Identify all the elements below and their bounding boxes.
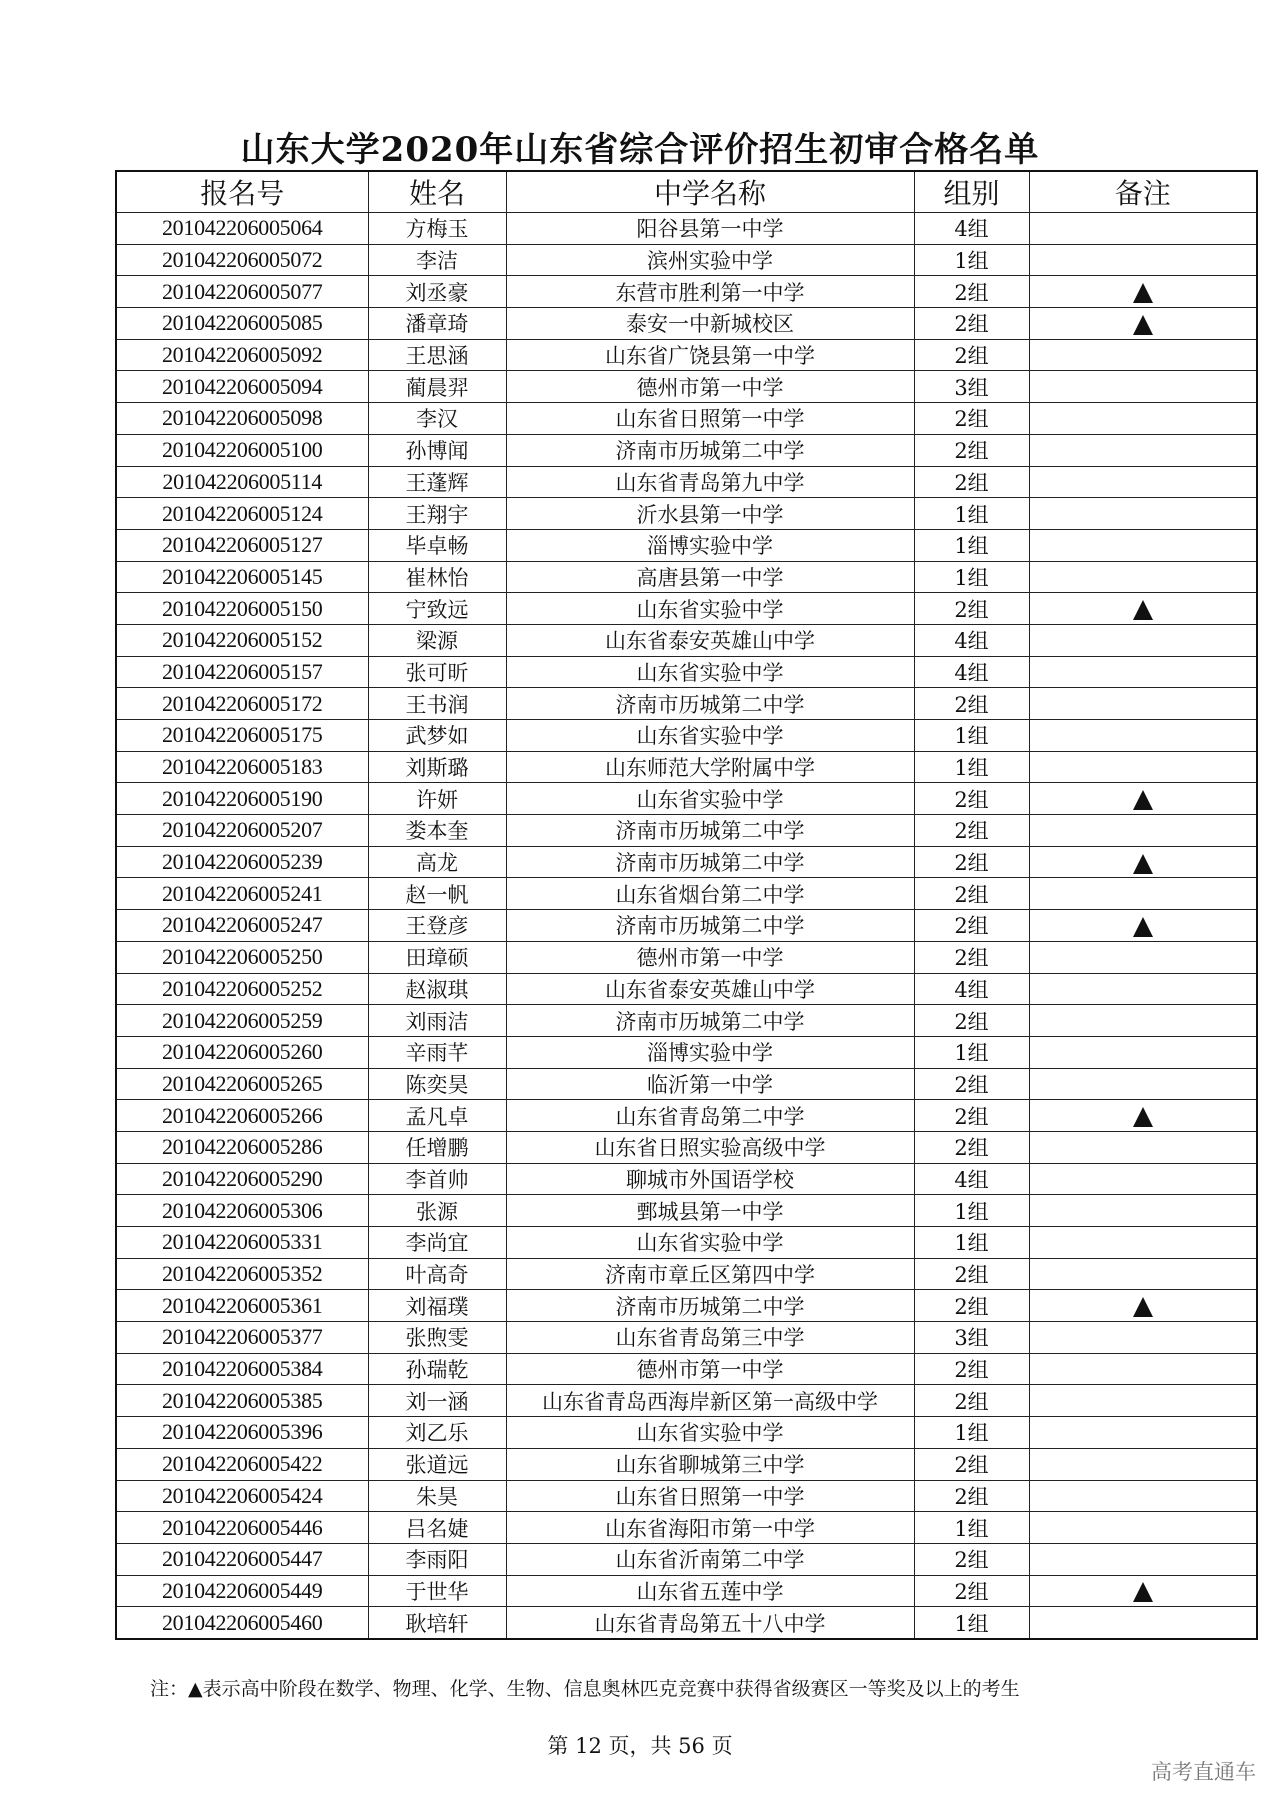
group-cell: 1组 bbox=[914, 1607, 1029, 1639]
school-cell: 鄄城县第一中学 bbox=[506, 1195, 914, 1227]
remarks-cell bbox=[1029, 941, 1257, 973]
name-cell: 耿培轩 bbox=[368, 1607, 506, 1639]
name-cell: 武梦如 bbox=[368, 720, 506, 752]
registration-number-cell: 201042206005331 bbox=[116, 1227, 368, 1259]
table-row bbox=[116, 720, 1257, 752]
name-cell: 许妍 bbox=[368, 783, 506, 815]
group-cell: 3组 bbox=[914, 371, 1029, 403]
table-row bbox=[116, 878, 1257, 910]
remarks-cell bbox=[1029, 1322, 1257, 1354]
registration-number-cell: 201042206005266 bbox=[116, 1100, 368, 1132]
table-row bbox=[116, 1353, 1257, 1385]
school-cell: 山东省海阳市第一中学 bbox=[506, 1512, 914, 1544]
remarks-cell bbox=[1029, 624, 1257, 656]
school-cell: 山东省实验中学 bbox=[506, 1417, 914, 1449]
school-cell: 德州市第一中学 bbox=[506, 371, 914, 403]
group-cell: 2组 bbox=[914, 910, 1029, 942]
remarks-cell bbox=[1029, 1512, 1257, 1544]
name-cell: 李尚宜 bbox=[368, 1227, 506, 1259]
school-cell: 德州市第一中学 bbox=[506, 941, 914, 973]
page-number: 第 12 页，共 56 页 bbox=[547, 1734, 733, 1758]
table-row bbox=[116, 656, 1257, 688]
table-row bbox=[116, 371, 1257, 403]
remarks-cell bbox=[1029, 371, 1257, 403]
school-cell: 山东省日照第一中学 bbox=[506, 403, 914, 435]
triangle-award-icon bbox=[1133, 600, 1153, 620]
table-row bbox=[116, 1131, 1257, 1163]
table-row bbox=[116, 1417, 1257, 1449]
name-cell: 刘一涵 bbox=[368, 1385, 506, 1417]
school-cell: 济南市历城第二中学 bbox=[506, 688, 914, 720]
registration-number-cell: 201042206005260 bbox=[116, 1036, 368, 1068]
triangle-award-icon bbox=[1133, 1297, 1153, 1317]
table-row bbox=[116, 1258, 1257, 1290]
name-cell: 赵一帆 bbox=[368, 878, 506, 910]
table-row bbox=[116, 783, 1257, 815]
registration-number-cell: 201042206005077 bbox=[116, 276, 368, 308]
name-cell: 任增鹏 bbox=[368, 1131, 506, 1163]
table-row bbox=[116, 910, 1257, 942]
school-cell: 山东省实验中学 bbox=[506, 656, 914, 688]
name-cell: 李首帅 bbox=[368, 1163, 506, 1195]
group-cell: 2组 bbox=[914, 1353, 1029, 1385]
name-cell: 吕名婕 bbox=[368, 1512, 506, 1544]
name-cell: 张煦雯 bbox=[368, 1322, 506, 1354]
remarks-cell bbox=[1029, 466, 1257, 498]
name-cell: 刘雨洁 bbox=[368, 1005, 506, 1037]
school-cell: 山东省烟台第二中学 bbox=[506, 878, 914, 910]
remarks-cell bbox=[1029, 846, 1257, 878]
registration-number-cell: 201042206005207 bbox=[116, 815, 368, 847]
table-row bbox=[116, 1068, 1257, 1100]
triangle-award-icon bbox=[1133, 283, 1153, 303]
remarks-cell bbox=[1029, 720, 1257, 752]
name-cell: 叶高奇 bbox=[368, 1258, 506, 1290]
registration-number-cell: 201042206005114 bbox=[116, 466, 368, 498]
school-cell: 山东省泰安英雄山中学 bbox=[506, 624, 914, 656]
header-group: 组别 bbox=[914, 171, 1029, 213]
header-name: 姓名 bbox=[368, 171, 506, 213]
remarks-cell bbox=[1029, 878, 1257, 910]
remarks-cell bbox=[1029, 1417, 1257, 1449]
school-cell: 临沂第一中学 bbox=[506, 1068, 914, 1100]
registration-number-cell: 201042206005152 bbox=[116, 624, 368, 656]
table-row bbox=[116, 1163, 1257, 1195]
triangle-award-icon bbox=[1133, 1582, 1153, 1602]
registration-number-cell: 201042206005446 bbox=[116, 1512, 368, 1544]
remarks-cell bbox=[1029, 973, 1257, 1005]
remarks-cell bbox=[1029, 1227, 1257, 1259]
table-row bbox=[116, 846, 1257, 878]
school-cell: 山东省日照实验高级中学 bbox=[506, 1131, 914, 1163]
group-cell: 2组 bbox=[914, 1068, 1029, 1100]
header-school: 中学名称 bbox=[506, 171, 914, 213]
name-cell: 宁致远 bbox=[368, 593, 506, 625]
remarks-cell bbox=[1029, 1195, 1257, 1227]
group-cell: 2组 bbox=[914, 434, 1029, 466]
registration-number-cell: 201042206005239 bbox=[116, 846, 368, 878]
remarks-cell bbox=[1029, 1543, 1257, 1575]
name-cell: 王登彦 bbox=[368, 910, 506, 942]
remarks-cell bbox=[1029, 1163, 1257, 1195]
school-cell: 沂水县第一中学 bbox=[506, 498, 914, 530]
name-cell: 刘丞豪 bbox=[368, 276, 506, 308]
remarks-cell bbox=[1029, 308, 1257, 340]
remarks-cell bbox=[1029, 244, 1257, 276]
group-cell: 2组 bbox=[914, 1131, 1029, 1163]
remarks-cell bbox=[1029, 1480, 1257, 1512]
school-cell: 东营市胜利第一中学 bbox=[506, 276, 914, 308]
table-row bbox=[116, 688, 1257, 720]
group-cell: 1组 bbox=[914, 529, 1029, 561]
school-cell: 济南市历城第二中学 bbox=[506, 910, 914, 942]
group-cell: 1组 bbox=[914, 1036, 1029, 1068]
group-cell: 1组 bbox=[914, 498, 1029, 530]
group-cell: 2组 bbox=[914, 339, 1029, 371]
group-cell: 4组 bbox=[914, 973, 1029, 1005]
table-row bbox=[116, 1448, 1257, 1480]
name-cell: 王蓬辉 bbox=[368, 466, 506, 498]
table-row bbox=[116, 1036, 1257, 1068]
registration-number-cell: 201042206005145 bbox=[116, 561, 368, 593]
group-cell: 2组 bbox=[914, 1448, 1029, 1480]
group-cell: 1组 bbox=[914, 720, 1029, 752]
remarks-cell bbox=[1029, 783, 1257, 815]
group-cell: 2组 bbox=[914, 466, 1029, 498]
school-cell: 山东省实验中学 bbox=[506, 593, 914, 625]
remarks-cell bbox=[1029, 751, 1257, 783]
group-cell: 2组 bbox=[914, 941, 1029, 973]
remarks-cell bbox=[1029, 403, 1257, 435]
registration-number-cell: 201042206005183 bbox=[116, 751, 368, 783]
group-cell: 2组 bbox=[914, 783, 1029, 815]
group-cell: 1组 bbox=[914, 751, 1029, 783]
school-cell: 山东省青岛第二中学 bbox=[506, 1100, 914, 1132]
name-cell: 娄本奎 bbox=[368, 815, 506, 847]
group-cell: 4组 bbox=[914, 1163, 1029, 1195]
group-cell: 1组 bbox=[914, 1227, 1029, 1259]
remarks-cell bbox=[1029, 498, 1257, 530]
group-cell: 2组 bbox=[914, 1258, 1029, 1290]
registration-number-cell: 201042206005396 bbox=[116, 1417, 368, 1449]
school-cell: 淄博实验中学 bbox=[506, 1036, 914, 1068]
header-remarks: 备注 bbox=[1029, 171, 1257, 213]
name-cell: 孙瑞乾 bbox=[368, 1353, 506, 1385]
name-cell: 高龙 bbox=[368, 846, 506, 878]
table-row bbox=[116, 213, 1257, 245]
remarks-cell bbox=[1029, 529, 1257, 561]
registration-number-cell: 201042206005252 bbox=[116, 973, 368, 1005]
registration-number-cell: 201042206005172 bbox=[116, 688, 368, 720]
school-cell: 山东省泰安英雄山中学 bbox=[506, 973, 914, 1005]
table-row bbox=[116, 529, 1257, 561]
name-cell: 田璋硕 bbox=[368, 941, 506, 973]
table-row bbox=[116, 1512, 1257, 1544]
school-cell: 济南市历城第二中学 bbox=[506, 846, 914, 878]
registration-number-cell: 201042206005250 bbox=[116, 941, 368, 973]
group-cell: 2组 bbox=[914, 688, 1029, 720]
table-row bbox=[116, 498, 1257, 530]
school-cell: 淄博实验中学 bbox=[506, 529, 914, 561]
remarks-cell bbox=[1029, 1131, 1257, 1163]
name-cell: 孙博闻 bbox=[368, 434, 506, 466]
table-row bbox=[116, 1290, 1257, 1322]
group-cell: 2组 bbox=[914, 1005, 1029, 1037]
candidate-table bbox=[115, 170, 1258, 1640]
school-cell: 滨州实验中学 bbox=[506, 244, 914, 276]
table-row bbox=[116, 1385, 1257, 1417]
name-cell: 潘章琦 bbox=[368, 308, 506, 340]
remarks-cell bbox=[1029, 1036, 1257, 1068]
registration-number-cell: 201042206005085 bbox=[116, 308, 368, 340]
table-row bbox=[116, 1322, 1257, 1354]
remarks-cell bbox=[1029, 910, 1257, 942]
group-cell: 1组 bbox=[914, 561, 1029, 593]
school-cell: 山东省青岛第三中学 bbox=[506, 1322, 914, 1354]
table-row bbox=[116, 276, 1257, 308]
registration-number-cell: 201042206005460 bbox=[116, 1607, 368, 1639]
group-cell: 2组 bbox=[914, 846, 1029, 878]
registration-number-cell: 201042206005447 bbox=[116, 1543, 368, 1575]
table-row bbox=[116, 1195, 1257, 1227]
table-row bbox=[116, 593, 1257, 625]
registration-number-cell: 201042206005361 bbox=[116, 1290, 368, 1322]
school-cell: 高唐县第一中学 bbox=[506, 561, 914, 593]
group-cell: 1组 bbox=[914, 244, 1029, 276]
school-cell: 济南市章丘区第四中学 bbox=[506, 1258, 914, 1290]
group-cell: 1组 bbox=[914, 1195, 1029, 1227]
group-cell: 2组 bbox=[914, 593, 1029, 625]
registration-number-cell: 201042206005098 bbox=[116, 403, 368, 435]
remarks-cell bbox=[1029, 434, 1257, 466]
triangle-award-icon bbox=[1133, 854, 1153, 874]
school-cell: 德州市第一中学 bbox=[506, 1353, 914, 1385]
triangle-award-icon bbox=[1133, 1107, 1153, 1127]
name-cell: 刘福璞 bbox=[368, 1290, 506, 1322]
registration-number-cell: 201042206005094 bbox=[116, 371, 368, 403]
group-cell: 4组 bbox=[914, 656, 1029, 688]
table-row bbox=[116, 1607, 1257, 1639]
name-cell: 崔林怡 bbox=[368, 561, 506, 593]
remarks-cell bbox=[1029, 339, 1257, 371]
name-cell: 李汉 bbox=[368, 403, 506, 435]
school-cell: 阳谷县第一中学 bbox=[506, 213, 914, 245]
name-cell: 方梅玉 bbox=[368, 213, 506, 245]
registration-number-cell: 201042206005424 bbox=[116, 1480, 368, 1512]
registration-number-cell: 201042206005352 bbox=[116, 1258, 368, 1290]
registration-number-cell: 201042206005290 bbox=[116, 1163, 368, 1195]
remarks-cell bbox=[1029, 815, 1257, 847]
group-cell: 4组 bbox=[914, 624, 1029, 656]
registration-number-cell: 201042206005175 bbox=[116, 720, 368, 752]
name-cell: 蔺晨羿 bbox=[368, 371, 506, 403]
name-cell: 于世华 bbox=[368, 1575, 506, 1607]
remarks-cell bbox=[1029, 1607, 1257, 1639]
group-cell: 2组 bbox=[914, 1290, 1029, 1322]
group-cell: 2组 bbox=[914, 1575, 1029, 1607]
registration-number-cell: 201042206005064 bbox=[116, 213, 368, 245]
name-cell: 刘斯璐 bbox=[368, 751, 506, 783]
name-cell: 毕卓畅 bbox=[368, 529, 506, 561]
group-cell: 4组 bbox=[914, 213, 1029, 245]
remarks-cell bbox=[1029, 1258, 1257, 1290]
name-cell: 李洁 bbox=[368, 244, 506, 276]
registration-number-cell: 201042206005306 bbox=[116, 1195, 368, 1227]
group-cell: 1组 bbox=[914, 1417, 1029, 1449]
name-cell: 陈奕昊 bbox=[368, 1068, 506, 1100]
remarks-cell bbox=[1029, 1448, 1257, 1480]
table-row bbox=[116, 973, 1257, 1005]
remarks-cell bbox=[1029, 561, 1257, 593]
document-title: 山东大学2020年山东省综合评价招生初审合格名单 bbox=[240, 130, 1040, 170]
group-cell: 2组 bbox=[914, 403, 1029, 435]
school-cell: 泰安一中新城校区 bbox=[506, 308, 914, 340]
remarks-cell bbox=[1029, 593, 1257, 625]
footnote: 注：▲表示高中阶段在数学、物理、化学、生物、信息奥林匹克竞赛中获得省级赛区一等奖及以上的考生 bbox=[150, 1678, 1020, 1700]
school-cell: 山东省实验中学 bbox=[506, 720, 914, 752]
table-header-row bbox=[116, 171, 1257, 213]
school-cell: 山东省实验中学 bbox=[506, 783, 914, 815]
name-cell: 梁源 bbox=[368, 624, 506, 656]
school-cell: 济南市历城第二中学 bbox=[506, 434, 914, 466]
school-cell: 山东省青岛第五十八中学 bbox=[506, 1607, 914, 1639]
group-cell: 2组 bbox=[914, 1385, 1029, 1417]
registration-number-cell: 201042206005384 bbox=[116, 1353, 368, 1385]
triangle-award-icon bbox=[1133, 917, 1153, 937]
name-cell: 王书润 bbox=[368, 688, 506, 720]
school-cell: 济南市历城第二中学 bbox=[506, 815, 914, 847]
table-row bbox=[116, 1480, 1257, 1512]
registration-number-cell: 201042206005100 bbox=[116, 434, 368, 466]
remarks-cell bbox=[1029, 656, 1257, 688]
name-cell: 张可昕 bbox=[368, 656, 506, 688]
school-cell: 山东省青岛西海岸新区第一高级中学 bbox=[506, 1385, 914, 1417]
remarks-cell bbox=[1029, 1385, 1257, 1417]
table-row bbox=[116, 339, 1257, 371]
group-cell: 2组 bbox=[914, 1543, 1029, 1575]
registration-number-cell: 201042206005190 bbox=[116, 783, 368, 815]
registration-number-cell: 201042206005286 bbox=[116, 1131, 368, 1163]
school-cell: 济南市历城第二中学 bbox=[506, 1005, 914, 1037]
registration-number-cell: 201042206005157 bbox=[116, 656, 368, 688]
name-cell: 孟凡卓 bbox=[368, 1100, 506, 1132]
table-row bbox=[116, 1005, 1257, 1037]
school-cell: 山东省青岛第九中学 bbox=[506, 466, 914, 498]
table-row bbox=[116, 1543, 1257, 1575]
registration-number-cell: 201042206005150 bbox=[116, 593, 368, 625]
remarks-cell bbox=[1029, 1290, 1257, 1322]
school-cell: 山东省广饶县第一中学 bbox=[506, 339, 914, 371]
school-cell: 山东省沂南第二中学 bbox=[506, 1543, 914, 1575]
school-cell: 山东省五莲中学 bbox=[506, 1575, 914, 1607]
school-cell: 济南市历城第二中学 bbox=[506, 1290, 914, 1322]
remarks-cell bbox=[1029, 688, 1257, 720]
table-row bbox=[116, 1575, 1257, 1607]
table-row bbox=[116, 624, 1257, 656]
registration-number-cell: 201042206005265 bbox=[116, 1068, 368, 1100]
remarks-cell bbox=[1029, 276, 1257, 308]
table-row bbox=[116, 434, 1257, 466]
remarks-cell bbox=[1029, 1353, 1257, 1385]
school-cell: 聊城市外国语学校 bbox=[506, 1163, 914, 1195]
group-cell: 2组 bbox=[914, 815, 1029, 847]
remarks-cell bbox=[1029, 213, 1257, 245]
group-cell: 2组 bbox=[914, 1100, 1029, 1132]
registration-number-cell: 201042206005247 bbox=[116, 910, 368, 942]
registration-number-cell: 201042206005449 bbox=[116, 1575, 368, 1607]
table-row bbox=[116, 815, 1257, 847]
school-cell: 山东省日照第一中学 bbox=[506, 1480, 914, 1512]
table-row bbox=[116, 561, 1257, 593]
table-row bbox=[116, 466, 1257, 498]
triangle-award-icon bbox=[1133, 315, 1153, 335]
registration-number-cell: 201042206005092 bbox=[116, 339, 368, 371]
triangle-award-icon bbox=[1133, 790, 1153, 810]
registration-number-cell: 201042206005385 bbox=[116, 1385, 368, 1417]
registration-number-cell: 201042206005377 bbox=[116, 1322, 368, 1354]
table-row bbox=[116, 244, 1257, 276]
registration-number-cell: 201042206005127 bbox=[116, 529, 368, 561]
group-cell: 2组 bbox=[914, 1480, 1029, 1512]
registration-number-cell: 201042206005072 bbox=[116, 244, 368, 276]
name-cell: 王翔宇 bbox=[368, 498, 506, 530]
school-cell: 山东师范大学附属中学 bbox=[506, 751, 914, 783]
table-row bbox=[116, 1227, 1257, 1259]
name-cell: 刘乙乐 bbox=[368, 1417, 506, 1449]
group-cell: 2组 bbox=[914, 308, 1029, 340]
group-cell: 2组 bbox=[914, 276, 1029, 308]
group-cell: 3组 bbox=[914, 1322, 1029, 1354]
name-cell: 王思涵 bbox=[368, 339, 506, 371]
header-registration-number: 报名号 bbox=[116, 171, 368, 213]
table-row bbox=[116, 403, 1257, 435]
registration-number-cell: 201042206005124 bbox=[116, 498, 368, 530]
name-cell: 张源 bbox=[368, 1195, 506, 1227]
remarks-cell bbox=[1029, 1100, 1257, 1132]
name-cell: 朱昊 bbox=[368, 1480, 506, 1512]
table-row bbox=[116, 308, 1257, 340]
school-cell: 山东省实验中学 bbox=[506, 1227, 914, 1259]
group-cell: 2组 bbox=[914, 878, 1029, 910]
table-row bbox=[116, 941, 1257, 973]
registration-number-cell: 201042206005422 bbox=[116, 1448, 368, 1480]
name-cell: 赵淑琪 bbox=[368, 973, 506, 1005]
registration-number-cell: 201042206005241 bbox=[116, 878, 368, 910]
school-cell: 山东省聊城第三中学 bbox=[506, 1448, 914, 1480]
registration-number-cell: 201042206005259 bbox=[116, 1005, 368, 1037]
watermark: 高考直通车 bbox=[1151, 1760, 1256, 1784]
remarks-cell bbox=[1029, 1005, 1257, 1037]
table-row bbox=[116, 751, 1257, 783]
remarks-cell bbox=[1029, 1575, 1257, 1607]
table-row bbox=[116, 1100, 1257, 1132]
group-cell: 1组 bbox=[914, 1512, 1029, 1544]
name-cell: 张道远 bbox=[368, 1448, 506, 1480]
name-cell: 李雨阳 bbox=[368, 1543, 506, 1575]
remarks-cell bbox=[1029, 1068, 1257, 1100]
name-cell: 辛雨芊 bbox=[368, 1036, 506, 1068]
